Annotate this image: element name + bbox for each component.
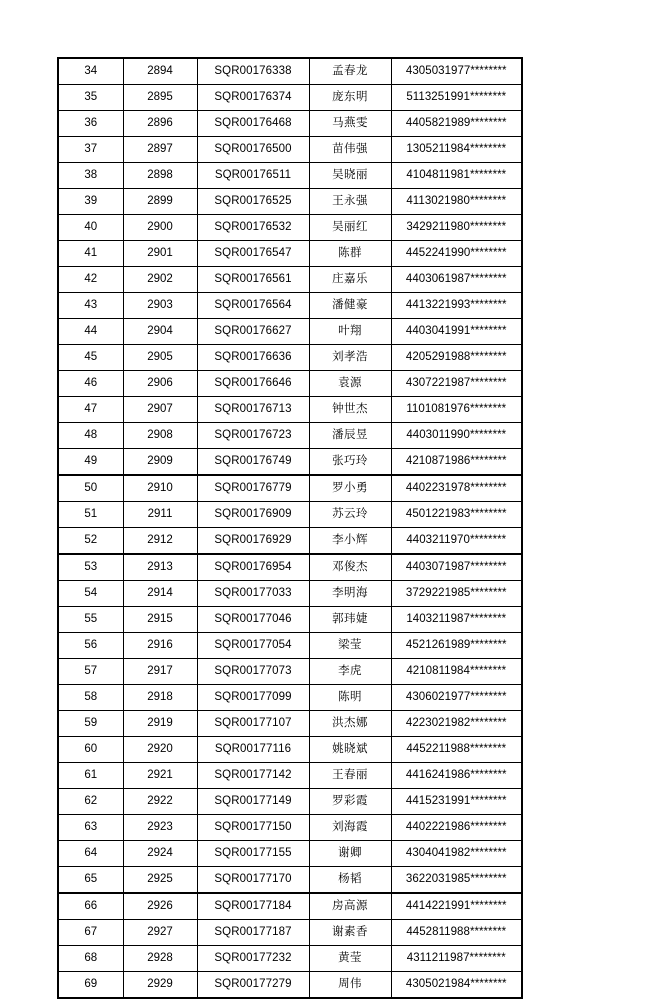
registration-number: 2907 bbox=[123, 397, 197, 423]
id-card-number-masked: 4305021984******** bbox=[391, 972, 522, 999]
registration-number: 2900 bbox=[123, 215, 197, 241]
table-row bbox=[58, 85, 522, 111]
sequence-number: 57 bbox=[58, 659, 123, 685]
application-code: SQR00177073 bbox=[197, 659, 309, 685]
registration-number: 2899 bbox=[123, 189, 197, 215]
registration-number: 2911 bbox=[123, 502, 197, 528]
sequence-number: 37 bbox=[58, 137, 123, 163]
id-card-number-masked: 4403211970******** bbox=[391, 528, 522, 555]
sequence-number: 51 bbox=[58, 502, 123, 528]
table-row bbox=[58, 58, 522, 85]
table-row bbox=[58, 920, 522, 946]
applicant-name: 谢卿 bbox=[309, 841, 391, 867]
id-card-number-masked: 4113021980******** bbox=[391, 189, 522, 215]
table-row bbox=[58, 554, 522, 581]
registration-number: 2909 bbox=[123, 449, 197, 476]
registration-number: 2902 bbox=[123, 267, 197, 293]
registration-number: 2905 bbox=[123, 345, 197, 371]
id-card-number-masked: 4452241990******** bbox=[391, 241, 522, 267]
applicant-name: 李明海 bbox=[309, 581, 391, 607]
id-card-number-masked: 3622031985******** bbox=[391, 867, 522, 894]
sequence-number: 44 bbox=[58, 319, 123, 345]
applicant-name: 庞东明 bbox=[309, 85, 391, 111]
applicant-name: 刘孝浩 bbox=[309, 345, 391, 371]
table-row bbox=[58, 737, 522, 763]
registration-number: 2921 bbox=[123, 763, 197, 789]
table-row bbox=[58, 528, 522, 555]
registration-number: 2914 bbox=[123, 581, 197, 607]
registration-number: 2917 bbox=[123, 659, 197, 685]
application-code: SQR00177046 bbox=[197, 607, 309, 633]
applicant-name: 吴晓丽 bbox=[309, 163, 391, 189]
application-code: SQR00176929 bbox=[197, 528, 309, 555]
registration-number: 2929 bbox=[123, 972, 197, 999]
table-row bbox=[58, 241, 522, 267]
sequence-number: 64 bbox=[58, 841, 123, 867]
sequence-number: 54 bbox=[58, 581, 123, 607]
id-card-number-masked: 4403061987******** bbox=[391, 267, 522, 293]
applicant-name: 潘健豪 bbox=[309, 293, 391, 319]
registration-number: 2901 bbox=[123, 241, 197, 267]
sequence-number: 43 bbox=[58, 293, 123, 319]
id-card-number-masked: 4403041991******** bbox=[391, 319, 522, 345]
application-code: SQR00176468 bbox=[197, 111, 309, 137]
registration-number: 2895 bbox=[123, 85, 197, 111]
table-row bbox=[58, 659, 522, 685]
table-row bbox=[58, 607, 522, 633]
applicant-name: 梁莹 bbox=[309, 633, 391, 659]
sequence-number: 50 bbox=[58, 475, 123, 502]
id-card-number-masked: 4223021982******** bbox=[391, 711, 522, 737]
applicant-name: 谢素香 bbox=[309, 920, 391, 946]
sequence-number: 61 bbox=[58, 763, 123, 789]
application-code: SQR00177142 bbox=[197, 763, 309, 789]
table-row bbox=[58, 397, 522, 423]
applicant-name: 庄嘉乐 bbox=[309, 267, 391, 293]
table-row bbox=[58, 423, 522, 449]
id-card-number-masked: 4415231991******** bbox=[391, 789, 522, 815]
registration-number: 2898 bbox=[123, 163, 197, 189]
applicant-name: 李小辉 bbox=[309, 528, 391, 555]
application-code: SQR00176954 bbox=[197, 554, 309, 581]
id-card-number-masked: 5113251991******** bbox=[391, 85, 522, 111]
applicant-name: 邓俊杰 bbox=[309, 554, 391, 581]
sequence-number: 42 bbox=[58, 267, 123, 293]
id-card-number-masked: 1305211984******** bbox=[391, 137, 522, 163]
registration-number: 2925 bbox=[123, 867, 197, 894]
table-row bbox=[58, 319, 522, 345]
sequence-number: 47 bbox=[58, 397, 123, 423]
registration-number: 2926 bbox=[123, 893, 197, 920]
id-card-number-masked: 4304041982******** bbox=[391, 841, 522, 867]
application-code: SQR00177054 bbox=[197, 633, 309, 659]
sequence-number: 48 bbox=[58, 423, 123, 449]
application-code: SQR00177099 bbox=[197, 685, 309, 711]
application-code: SQR00176500 bbox=[197, 137, 309, 163]
registration-number: 2924 bbox=[123, 841, 197, 867]
registration-number: 2904 bbox=[123, 319, 197, 345]
applicant-name: 周伟 bbox=[309, 972, 391, 999]
sequence-number: 58 bbox=[58, 685, 123, 711]
application-code: SQR00177170 bbox=[197, 867, 309, 894]
id-card-number-masked: 4403011990******** bbox=[391, 423, 522, 449]
id-card-number-masked: 4306021977******** bbox=[391, 685, 522, 711]
applicant-name: 陈群 bbox=[309, 241, 391, 267]
registration-number: 2919 bbox=[123, 711, 197, 737]
table-row bbox=[58, 215, 522, 241]
table-row bbox=[58, 815, 522, 841]
applicant-name: 罗彩霞 bbox=[309, 789, 391, 815]
id-card-number-masked: 4305031977******** bbox=[391, 58, 522, 85]
application-code: SQR00176561 bbox=[197, 267, 309, 293]
sequence-number: 39 bbox=[58, 189, 123, 215]
id-card-number-masked: 4416241986******** bbox=[391, 763, 522, 789]
sequence-number: 65 bbox=[58, 867, 123, 894]
table-row bbox=[58, 345, 522, 371]
table-row bbox=[58, 685, 522, 711]
sequence-number: 46 bbox=[58, 371, 123, 397]
sequence-number: 36 bbox=[58, 111, 123, 137]
applicant-name: 苗伟强 bbox=[309, 137, 391, 163]
sequence-number: 66 bbox=[58, 893, 123, 920]
roster-table-container bbox=[57, 57, 521, 999]
application-code: SQR00176547 bbox=[197, 241, 309, 267]
table-row bbox=[58, 633, 522, 659]
registration-number: 2896 bbox=[123, 111, 197, 137]
table-row bbox=[58, 293, 522, 319]
sequence-number: 60 bbox=[58, 737, 123, 763]
id-card-number-masked: 4311211987******** bbox=[391, 946, 522, 972]
application-code: SQR00176636 bbox=[197, 345, 309, 371]
sequence-number: 40 bbox=[58, 215, 123, 241]
registration-number: 2918 bbox=[123, 685, 197, 711]
table-row bbox=[58, 189, 522, 215]
id-card-number-masked: 4104811981******** bbox=[391, 163, 522, 189]
id-card-number-masked: 4402231978******** bbox=[391, 475, 522, 502]
applicant-name: 郭玮婕 bbox=[309, 607, 391, 633]
applicant-name: 叶翔 bbox=[309, 319, 391, 345]
table-row bbox=[58, 893, 522, 920]
sequence-number: 55 bbox=[58, 607, 123, 633]
table-row bbox=[58, 581, 522, 607]
applicant-name: 罗小勇 bbox=[309, 475, 391, 502]
applicant-name: 袁源 bbox=[309, 371, 391, 397]
id-card-number-masked: 4210871986******** bbox=[391, 449, 522, 476]
sequence-number: 45 bbox=[58, 345, 123, 371]
application-code: SQR00177184 bbox=[197, 893, 309, 920]
applicant-roster-table bbox=[57, 57, 523, 999]
application-code: SQR00176909 bbox=[197, 502, 309, 528]
application-code: SQR00177232 bbox=[197, 946, 309, 972]
registration-number: 2910 bbox=[123, 475, 197, 502]
id-card-number-masked: 4452811988******** bbox=[391, 920, 522, 946]
application-code: SQR00176749 bbox=[197, 449, 309, 476]
application-code: SQR00177155 bbox=[197, 841, 309, 867]
registration-number: 2912 bbox=[123, 528, 197, 555]
applicant-name: 姚晓斌 bbox=[309, 737, 391, 763]
id-card-number-masked: 4403071987******** bbox=[391, 554, 522, 581]
application-code: SQR00176723 bbox=[197, 423, 309, 449]
table-row bbox=[58, 972, 522, 999]
id-card-number-masked: 4405821989******** bbox=[391, 111, 522, 137]
registration-number: 2908 bbox=[123, 423, 197, 449]
registration-number: 2916 bbox=[123, 633, 197, 659]
application-code: SQR00177116 bbox=[197, 737, 309, 763]
id-card-number-masked: 4402221986******** bbox=[391, 815, 522, 841]
application-code: SQR00176713 bbox=[197, 397, 309, 423]
id-card-number-masked: 4521261989******** bbox=[391, 633, 522, 659]
sequence-number: 62 bbox=[58, 789, 123, 815]
sequence-number: 59 bbox=[58, 711, 123, 737]
registration-number: 2894 bbox=[123, 58, 197, 85]
id-card-number-masked: 3429211980******** bbox=[391, 215, 522, 241]
applicant-name: 杨韬 bbox=[309, 867, 391, 894]
sequence-number: 52 bbox=[58, 528, 123, 555]
applicant-name: 王永强 bbox=[309, 189, 391, 215]
table-row bbox=[58, 502, 522, 528]
sequence-number: 34 bbox=[58, 58, 123, 85]
applicant-name: 刘海霞 bbox=[309, 815, 391, 841]
application-code: SQR00176511 bbox=[197, 163, 309, 189]
id-card-number-masked: 4413221993******** bbox=[391, 293, 522, 319]
application-code: SQR00176525 bbox=[197, 189, 309, 215]
id-card-number-masked: 4452211988******** bbox=[391, 737, 522, 763]
sequence-number: 35 bbox=[58, 85, 123, 111]
roster-table-body bbox=[58, 58, 522, 998]
registration-number: 2903 bbox=[123, 293, 197, 319]
table-row bbox=[58, 371, 522, 397]
sequence-number: 68 bbox=[58, 946, 123, 972]
applicant-name: 潘辰昱 bbox=[309, 423, 391, 449]
sequence-number: 38 bbox=[58, 163, 123, 189]
id-card-number-masked: 1403211987******** bbox=[391, 607, 522, 633]
table-row bbox=[58, 163, 522, 189]
table-row bbox=[58, 475, 522, 502]
application-code: SQR00176338 bbox=[197, 58, 309, 85]
registration-number: 2922 bbox=[123, 789, 197, 815]
application-code: SQR00176646 bbox=[197, 371, 309, 397]
table-row bbox=[58, 449, 522, 476]
application-code: SQR00177150 bbox=[197, 815, 309, 841]
application-code: SQR00177187 bbox=[197, 920, 309, 946]
table-row bbox=[58, 789, 522, 815]
applicant-name: 陈明 bbox=[309, 685, 391, 711]
sequence-number: 53 bbox=[58, 554, 123, 581]
id-card-number-masked: 4210811984******** bbox=[391, 659, 522, 685]
application-code: SQR00176374 bbox=[197, 85, 309, 111]
application-code: SQR00177279 bbox=[197, 972, 309, 999]
application-code: SQR00176532 bbox=[197, 215, 309, 241]
table-row bbox=[58, 711, 522, 737]
sequence-number: 49 bbox=[58, 449, 123, 476]
applicant-name: 李虎 bbox=[309, 659, 391, 685]
table-row bbox=[58, 111, 522, 137]
application-code: SQR00176564 bbox=[197, 293, 309, 319]
registration-number: 2920 bbox=[123, 737, 197, 763]
id-card-number-masked: 4414221991******** bbox=[391, 893, 522, 920]
application-code: SQR00176627 bbox=[197, 319, 309, 345]
registration-number: 2897 bbox=[123, 137, 197, 163]
sequence-number: 56 bbox=[58, 633, 123, 659]
applicant-name: 张巧玲 bbox=[309, 449, 391, 476]
id-card-number-masked: 4205291988******** bbox=[391, 345, 522, 371]
applicant-name: 钟世杰 bbox=[309, 397, 391, 423]
id-card-number-masked: 3729221985******** bbox=[391, 581, 522, 607]
applicant-name: 苏云玲 bbox=[309, 502, 391, 528]
application-code: SQR00177107 bbox=[197, 711, 309, 737]
sequence-number: 69 bbox=[58, 972, 123, 999]
table-row bbox=[58, 267, 522, 293]
registration-number: 2915 bbox=[123, 607, 197, 633]
application-code: SQR00177149 bbox=[197, 789, 309, 815]
id-card-number-masked: 4501221983******** bbox=[391, 502, 522, 528]
registration-number: 2927 bbox=[123, 920, 197, 946]
registration-number: 2928 bbox=[123, 946, 197, 972]
table-row bbox=[58, 137, 522, 163]
table-row bbox=[58, 867, 522, 894]
table-row bbox=[58, 841, 522, 867]
table-row bbox=[58, 946, 522, 972]
table-row bbox=[58, 763, 522, 789]
applicant-name: 马燕雯 bbox=[309, 111, 391, 137]
applicant-name: 房高源 bbox=[309, 893, 391, 920]
sequence-number: 63 bbox=[58, 815, 123, 841]
application-code: SQR00177033 bbox=[197, 581, 309, 607]
applicant-name: 吴丽红 bbox=[309, 215, 391, 241]
sequence-number: 67 bbox=[58, 920, 123, 946]
applicant-name: 王春丽 bbox=[309, 763, 391, 789]
registration-number: 2906 bbox=[123, 371, 197, 397]
applicant-name: 黄莹 bbox=[309, 946, 391, 972]
id-card-number-masked: 4307221987******** bbox=[391, 371, 522, 397]
registration-number: 2923 bbox=[123, 815, 197, 841]
registration-number: 2913 bbox=[123, 554, 197, 581]
id-card-number-masked: 1101081976******** bbox=[391, 397, 522, 423]
application-code: SQR00176779 bbox=[197, 475, 309, 502]
sequence-number: 41 bbox=[58, 241, 123, 267]
applicant-name: 孟春龙 bbox=[309, 58, 391, 85]
applicant-name: 洪杰娜 bbox=[309, 711, 391, 737]
